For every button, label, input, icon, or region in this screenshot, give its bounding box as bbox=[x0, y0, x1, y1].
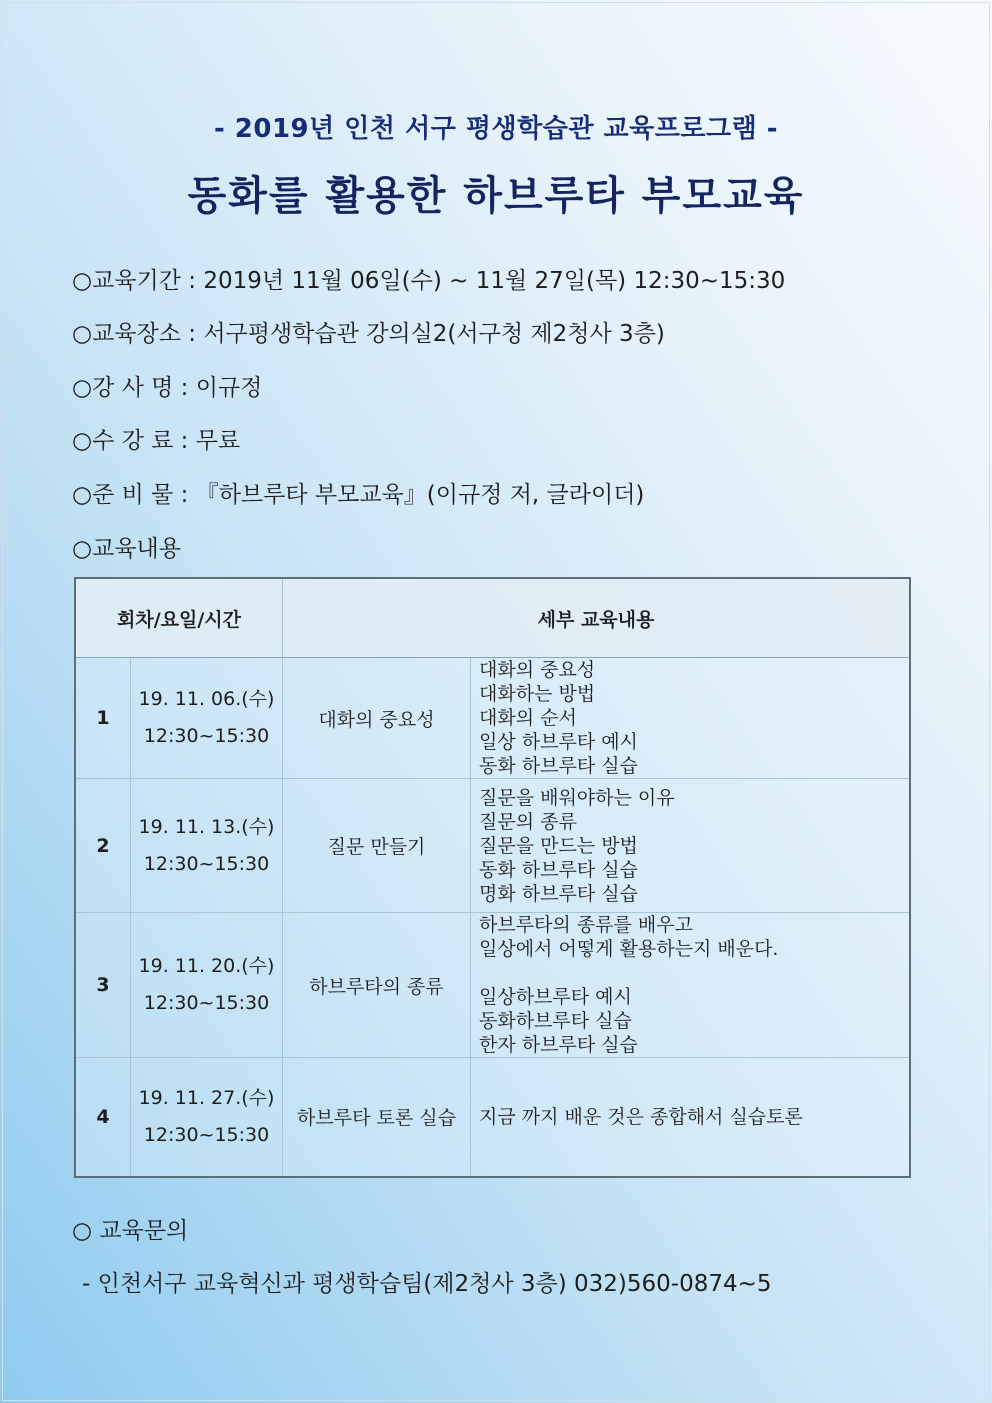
session-time: 12:30~15:30 bbox=[143, 852, 270, 875]
session-topic: 질문 만들기 bbox=[283, 779, 471, 913]
header-details: 세부 교육내용 bbox=[283, 578, 911, 658]
info-instructor bbox=[72, 369, 262, 402]
detail-item: 동화 하브루타 실습 bbox=[479, 755, 638, 777]
info-label: ○교육내용 bbox=[72, 536, 181, 562]
session-number: 2 bbox=[75, 779, 131, 913]
detail-item: 동화하브루타 실습 bbox=[479, 1010, 632, 1032]
session-datetime bbox=[131, 779, 283, 913]
info-label: ○수 강 료 : bbox=[72, 428, 196, 454]
session-topic: 하브루타의 종류 bbox=[283, 913, 471, 1058]
session-time: 12:30~15:30 bbox=[143, 1123, 270, 1146]
session-date: 19. 11. 13.(수) bbox=[138, 815, 275, 838]
inquiry-heading: ○ 교육문의 bbox=[72, 1218, 189, 1244]
detail-item: 일상 하브루타 예시 bbox=[479, 731, 638, 753]
info-label: ○준 비 물 : bbox=[72, 482, 196, 508]
detail-item: 한자 하브루타 실습 bbox=[479, 1034, 638, 1056]
detail-item: 질문의 종류 bbox=[479, 810, 577, 833]
session-details bbox=[471, 1058, 911, 1177]
session-details bbox=[471, 658, 911, 779]
session-details bbox=[471, 913, 911, 1058]
info-materials bbox=[72, 476, 644, 509]
detail-spacer bbox=[479, 961, 909, 985]
session-number: 3 bbox=[75, 913, 131, 1058]
session-details bbox=[471, 779, 911, 913]
detail-item: 대화의 순서 bbox=[479, 707, 577, 729]
info-value: 이규정 bbox=[195, 375, 263, 401]
info-value: 서구평생학습관 강의실2(서구청 제2청사 3층) bbox=[203, 321, 665, 347]
session-datetime bbox=[131, 1058, 283, 1177]
info-label: ○강 사 명 : bbox=[72, 375, 196, 401]
info-period bbox=[72, 262, 785, 295]
session-number: 4 bbox=[75, 1058, 131, 1177]
info-label: ○교육기간 : bbox=[72, 268, 204, 294]
detail-item: 명화 하브루타 실습 bbox=[479, 882, 638, 905]
session-date: 19. 11. 20.(수) bbox=[138, 955, 275, 977]
detail-item: 대화의 중요성 bbox=[479, 659, 596, 681]
detail-item: 질문을 만드는 방법 bbox=[479, 834, 638, 857]
session-time: 12:30~15:30 bbox=[143, 725, 270, 747]
detail-item: 일상에서 어떻게 활용하는지 배운다. bbox=[479, 938, 779, 960]
table-row bbox=[75, 913, 910, 1058]
table-row bbox=[75, 658, 910, 779]
session-topic: 하브루타 토론 실습 bbox=[283, 1058, 471, 1177]
header-session: 회차/요일/시간 bbox=[75, 578, 283, 658]
table-row bbox=[75, 1058, 910, 1177]
table-header-row bbox=[75, 578, 910, 658]
session-topic: 대화의 중요성 bbox=[283, 658, 471, 779]
session-date: 19. 11. 27.(수) bbox=[138, 1086, 275, 1109]
info-content-heading bbox=[72, 530, 181, 563]
info-location bbox=[72, 315, 665, 348]
session-date: 19. 11. 06.(수) bbox=[138, 688, 275, 710]
info-fee bbox=[72, 422, 240, 455]
detail-item: 일상하브루타 예시 bbox=[479, 986, 632, 1008]
table-row bbox=[75, 779, 910, 913]
detail-item: 질문을 배워야하는 이유 bbox=[479, 786, 675, 809]
detail-item: 동화 하브루타 실습 bbox=[479, 858, 638, 881]
info-label: ○교육장소 : bbox=[72, 321, 204, 347]
program-subtitle: - 2019년 인천 서구 평생학습관 교육프로그램 - bbox=[213, 114, 779, 144]
detail-item: 지금 까지 배운 것은 종합해서 실습토론 bbox=[479, 1105, 803, 1128]
info-value: 『하브루타 부모교육』(이규정 저, 글라이더) bbox=[195, 482, 645, 508]
session-number: 1 bbox=[75, 658, 131, 779]
info-value: 2019년 11월 06일(수) ~ 11월 27일(목) 12:30~15:30 bbox=[203, 268, 786, 294]
schedule-table bbox=[74, 577, 911, 1178]
session-time: 12:30~15:30 bbox=[143, 992, 270, 1014]
detail-item: 대화하는 방법 bbox=[479, 683, 596, 705]
info-value: 무료 bbox=[195, 428, 241, 454]
program-title: 동화를 활용한 하브루타 부모교육 bbox=[187, 173, 805, 219]
session-datetime bbox=[131, 658, 283, 779]
detail-item: 하브루타의 종류를 배우고 bbox=[479, 914, 693, 936]
inquiry-contact: - 인천서구 교육혁신과 평생학습팀(제2청사 3층) 032)560-0874~5 bbox=[82, 1271, 772, 1297]
session-datetime bbox=[131, 913, 283, 1058]
